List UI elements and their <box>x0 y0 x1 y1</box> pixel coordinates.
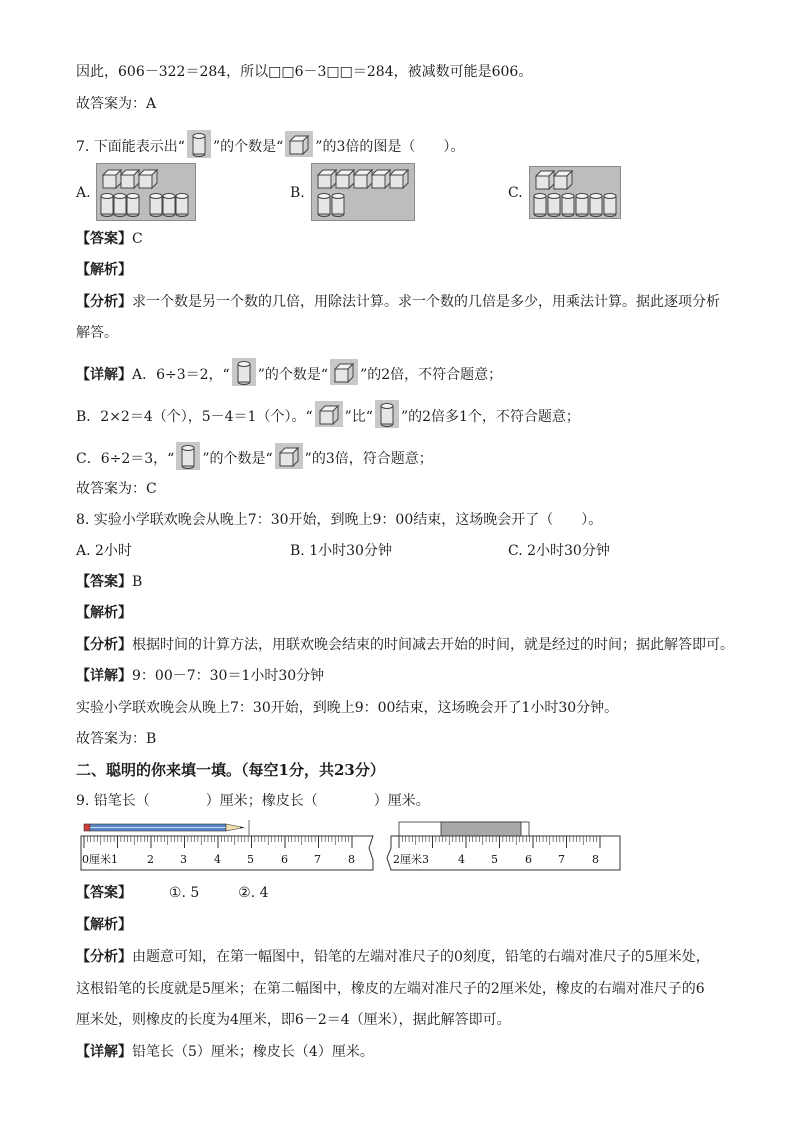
ruler-label: 7 <box>314 853 321 866</box>
option-c-label: C. <box>508 185 523 201</box>
ruler-label: 4 <box>458 853 465 866</box>
ruler <box>81 836 373 870</box>
ruler-label: 6 <box>281 853 288 866</box>
ruler-label: 6 <box>525 853 532 866</box>
ruler-label: 2 <box>147 853 154 866</box>
cylinder-icon <box>187 130 211 164</box>
option-a-picture <box>96 163 196 221</box>
q8-answer: 【答案】B <box>76 574 143 590</box>
ruler-label: 2厘米3 <box>393 853 429 866</box>
q8-detail: 【详解】9：00－7：30＝1小时30分钟 <box>76 668 325 684</box>
ruler-pencil-figure <box>80 818 380 878</box>
ruler-label: 8 <box>348 853 355 866</box>
ruler-label: 3 <box>180 853 187 866</box>
ruler-label: 0厘米1 <box>82 853 118 866</box>
question-9: 9. 铅笔长（ ）厘米；橡皮长（ ）厘米。 <box>76 793 430 809</box>
option-b-picture <box>311 163 415 221</box>
cylinder-icon <box>101 194 113 217</box>
cube-icon <box>330 359 358 391</box>
ruler-eraser-figure <box>386 818 626 878</box>
q9-analysis-cont: 这根铅笔的长度就是5厘米；在第二幅图中，橡皮的左端对准尺子的2厘米处，橡皮的右端对准尺子的6 <box>76 981 705 997</box>
cylinder-icon <box>375 400 399 434</box>
section-2-heading: 二、聪明的你来填一填。（每空1分，共23分） <box>76 761 385 779</box>
cube-icon <box>275 443 303 475</box>
eraser <box>441 822 521 836</box>
q7-analysis-cont: 解答。 <box>76 325 118 341</box>
q7-detail-c: C．6÷2＝3，“ ”的个数是“ ”的3倍，符合题意； <box>76 442 433 476</box>
q7-detail-b: B．2×2＝4（个），5－4＝1（个）。“ ”比“ ”的2倍多1个，不符合题意； <box>76 400 580 434</box>
pencil <box>84 824 245 831</box>
question-8: 8. 实验小学联欢晚会从晚上7：30开始，到晚上9：00结束，这场晚会开了（ ）。 <box>76 512 603 528</box>
q8-option-a: A. 2小时 <box>76 543 132 559</box>
q9-answer: 【答案】 ①. 5 ②. 4 <box>76 885 269 901</box>
q8-option-c: C. 2小时30分钟 <box>508 543 610 559</box>
q9-analysis: 【分析】由题意可知，在第一幅图中，铅笔的左端对准尺子的0刻度，铅笔的右端对准尺子的5厘米处， <box>76 949 710 965</box>
text-line: 因此，606－322＝284，所以□□6－3□□＝284，被减数可能是606。 <box>76 64 533 80</box>
cube-icon <box>315 401 343 433</box>
cube-icon <box>285 131 313 163</box>
option-c-picture <box>529 166 621 219</box>
option-b-label: B. <box>290 185 305 201</box>
q7-answer: 【答案】C <box>76 231 143 247</box>
answer-conclusion: 故答案为：A <box>76 96 157 112</box>
cylinder-icon <box>232 358 256 392</box>
ruler-label: 8 <box>592 853 599 866</box>
cylinder-icon <box>176 442 200 476</box>
q7-jiexi-label: 【解析】 <box>76 262 132 278</box>
q9-analysis-cont2: 厘米处，则橡皮的长度为4厘米，即6－2＝4（厘米），据此解答即可。 <box>76 1012 511 1028</box>
ruler-label: 7 <box>558 853 565 866</box>
q8-conclusion: 故答案为：B <box>76 731 157 747</box>
q8-detail-cont: 实验小学联欢晚会从晚上7：30开始，到晚上9：00结束，这场晚会开了1小时30分钟。 <box>76 700 619 716</box>
q9-detail: 【详解】铅笔长（5）厘米；橡皮长（4）厘米。 <box>76 1044 374 1060</box>
q9-jiexi-label: 【解析】 <box>76 917 132 933</box>
q7-conclusion: 故答案为：C <box>76 481 157 497</box>
ruler-label: 4 <box>214 853 221 866</box>
option-a-label: A. <box>76 185 91 201</box>
q8-analysis: 【分析】根据时间的计算方法，用联欢晚会结束的时间减去开始的时间，就是经过的时间；据此解答即可。 <box>76 637 734 653</box>
ruler-label: 5 <box>491 853 498 866</box>
q7-detail-a: 【详解】A．6÷3＝2，“ ”的个数是“ ”的2倍，不符合题意； <box>76 358 502 392</box>
q8-option-b: B. 1小时30分钟 <box>290 543 392 559</box>
q7-analysis: 【分析】求一个数是另一个数的几倍，用除法计算。求一个数的几倍是多少，用乘法计算。据此逐项分析 <box>76 294 720 310</box>
ruler-label: 5 <box>247 853 254 866</box>
q8-jiexi-label: 【解析】 <box>76 605 132 621</box>
question-7: 7. 下面能表示出“ ”的个数是“ ”的3倍的图是（ ）。 <box>76 130 464 164</box>
